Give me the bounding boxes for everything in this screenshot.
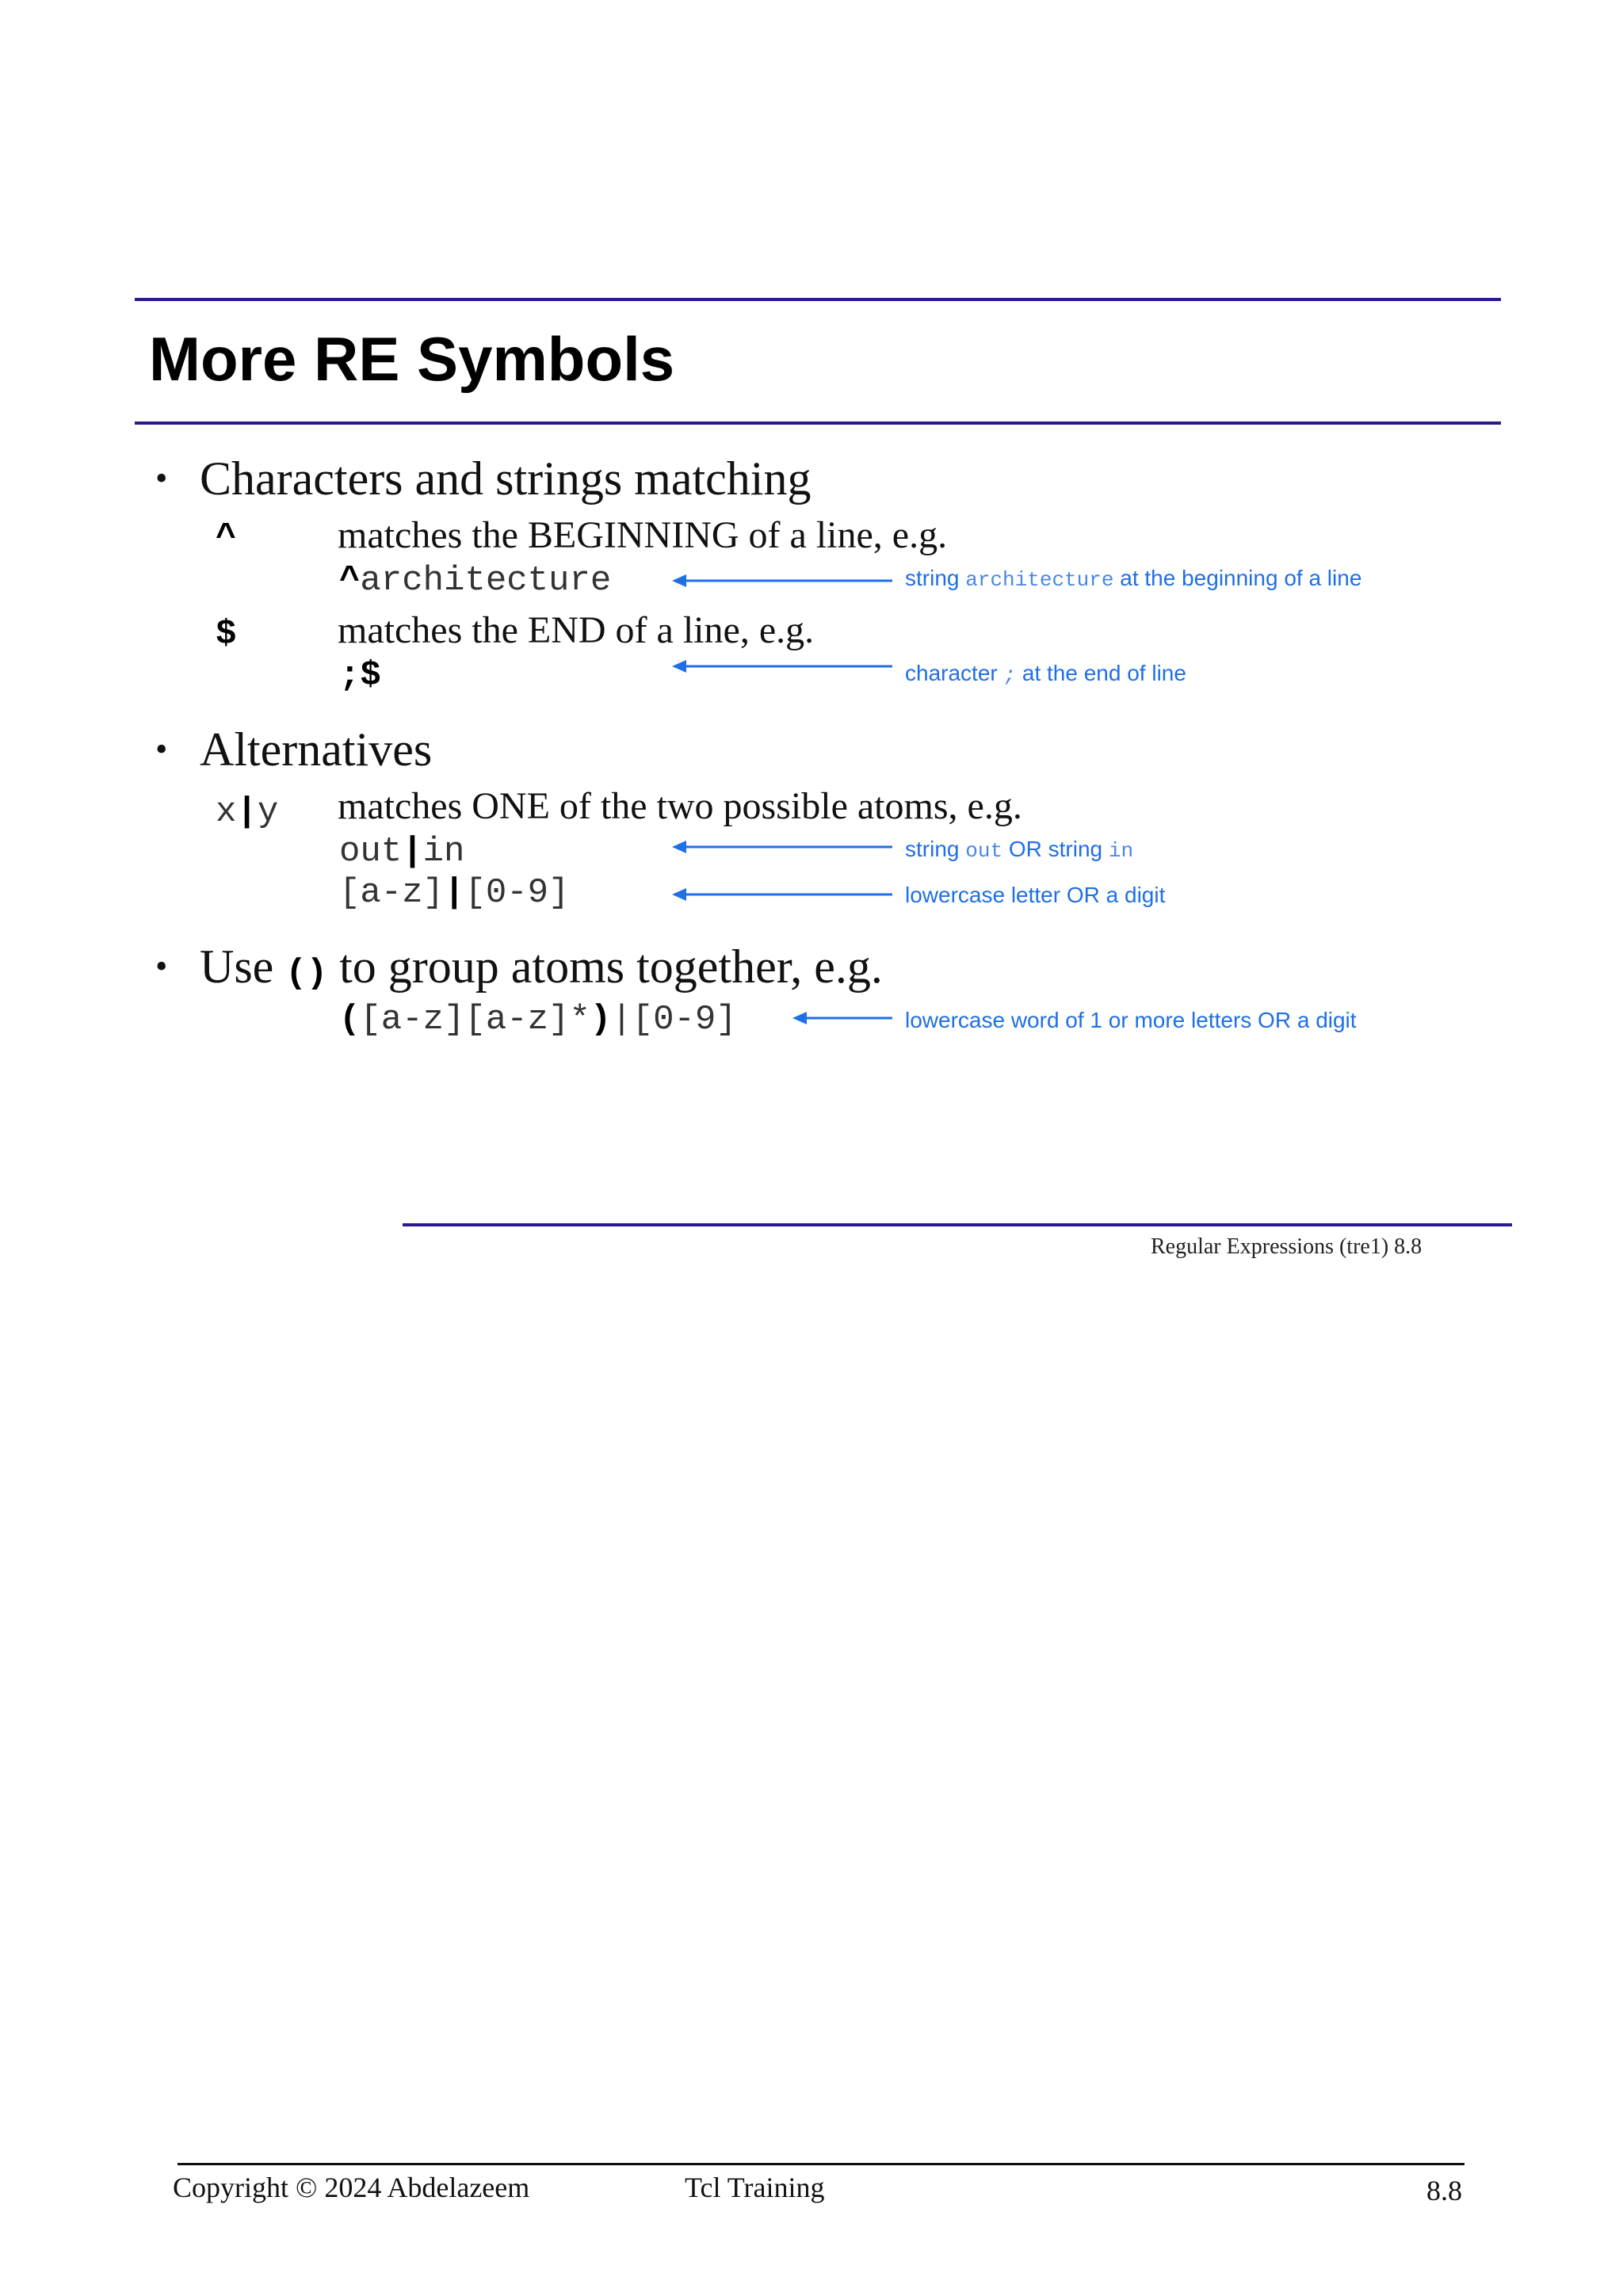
example-grouping: ([a-z][a-z]*)|[0-9] bbox=[339, 1000, 737, 1039]
title-top-rule bbox=[135, 298, 1501, 301]
note-letter-or-digit: lowercase letter OR a digit bbox=[905, 883, 1166, 907]
bullet-grouping: Use () to group atoms together, e.g. bbox=[200, 940, 883, 994]
arrow-caret bbox=[672, 570, 894, 591]
title-bottom-rule bbox=[135, 421, 1501, 425]
arrow-letter-or-digit bbox=[672, 884, 894, 905]
arrow-dollar bbox=[672, 656, 894, 677]
slide-footer-label: Regular Expressions (tre1) 8.8 bbox=[1151, 1234, 1423, 1259]
page-number: 8.8 bbox=[1426, 2175, 1462, 2206]
symbol-dollar: $ bbox=[216, 615, 237, 654]
example-semicolon-dollar: ;$ bbox=[339, 656, 381, 696]
symbol-caret: ^ bbox=[216, 518, 237, 558]
symbol-alternation: x|y bbox=[216, 792, 279, 832]
note-dollar: character ; at the end of line bbox=[905, 661, 1186, 687]
course-name: Tcl Training bbox=[685, 2172, 825, 2203]
bullet-dot-2: • bbox=[155, 730, 168, 769]
arrow-out-in bbox=[672, 837, 894, 857]
bullet-characters-strings: Characters and strings matching bbox=[200, 452, 812, 505]
desc-dollar: matches the END of a line, e.g. bbox=[338, 609, 815, 651]
slide-footer-rule bbox=[403, 1223, 1512, 1226]
bullet-dot-3: • bbox=[155, 947, 168, 986]
bullet-alternatives: Alternatives bbox=[200, 723, 433, 776]
page-footer-rule bbox=[178, 2163, 1465, 2165]
note-out-in: string out OR string in bbox=[905, 837, 1134, 863]
example-out-in: out|in bbox=[339, 832, 465, 871]
arrow-grouping bbox=[792, 1008, 894, 1028]
example-caret-architecture: ^architecture bbox=[339, 561, 612, 601]
bullet-dot-1: • bbox=[155, 459, 168, 498]
desc-caret: matches the BEGINNING of a line, e.g. bbox=[338, 514, 948, 556]
note-caret: string architecture at the beginning of a line bbox=[905, 566, 1362, 592]
desc-alternation: matches ONE of the two possible atoms, e.g. bbox=[338, 785, 1022, 827]
note-grouping: lowercase word of 1 or more letters OR a digit bbox=[905, 1008, 1357, 1032]
page-title: More RE Symbols bbox=[149, 324, 675, 394]
example-letter-or-digit: [a-z]|[0-9] bbox=[339, 873, 570, 913]
copyright: Copyright © 2024 Abdelazeem bbox=[173, 2172, 530, 2203]
